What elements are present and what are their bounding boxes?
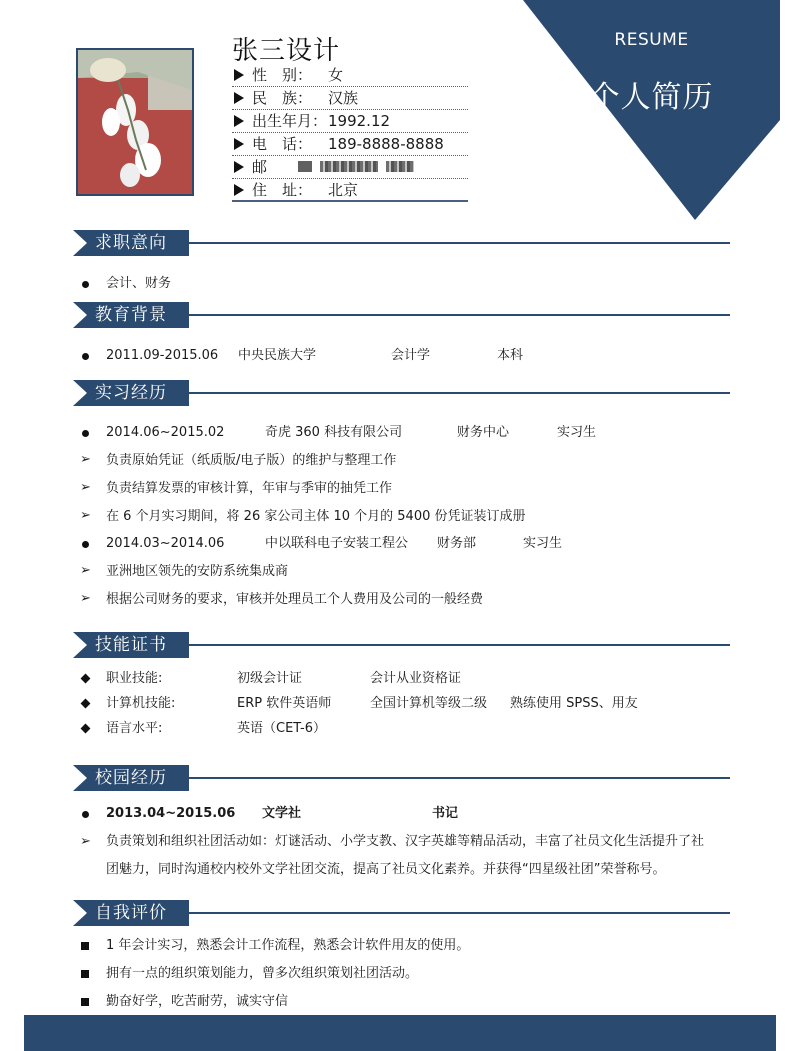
resume-chinese-label: 个人简历: [589, 80, 714, 115]
info-row-address: [232, 179, 468, 202]
task-text: 负责原始凭证（纸质版/电子版）的维护与整理工作: [106, 453, 397, 468]
square-bullet-icon: [81, 998, 89, 1006]
personal-info-table: [232, 64, 468, 202]
info-row-ethnicity: [232, 87, 468, 110]
campus-role: 书记: [432, 806, 459, 821]
skill-item: 会计从业资格证: [370, 671, 462, 686]
square-bullet-icon: [81, 942, 89, 950]
resume-corner-banner: [523, 0, 780, 220]
info-value: 汉族: [328, 89, 359, 107]
diamond-bullet-icon: [81, 699, 91, 709]
square-bullet-icon: [81, 970, 89, 978]
job-company: 奇虎 360 科技有限公司: [265, 425, 403, 440]
info-value: 1992.12: [328, 112, 391, 130]
section-title: 教育背景: [95, 305, 167, 325]
campus-description: [106, 828, 726, 884]
job-role: 实习生: [523, 536, 563, 551]
job-period: 2014.06~2015.02: [106, 425, 225, 440]
skill-item: 英语（CET-6）: [237, 721, 327, 736]
self-eval-text: 拥有一点的组织策划能力，曾多次组织策划社团活动。: [106, 966, 419, 981]
info-key: 性 别：: [252, 66, 313, 84]
skill-item: 全国计算机等级二级: [370, 696, 488, 711]
education-degree: 本科: [497, 348, 524, 363]
section-rule: [189, 314, 730, 316]
section-rule: [189, 392, 730, 394]
job-dept: 财务中心: [457, 425, 510, 440]
triangle-bullet-icon: [234, 138, 244, 150]
dot-bullet-icon: [82, 541, 89, 548]
chevron-right-icon: ➢: [80, 591, 91, 606]
footer-bar: [24, 1015, 776, 1051]
skill-item: 熟练使用 SPSS、用友: [510, 696, 638, 711]
campus-desc-line: 团魅力，同时沟通校内校外文学社团交流，提高了社员文化素养。并获得“四星级社团”荣誉称号。: [106, 862, 666, 877]
diamond-bullet-icon: [81, 724, 91, 734]
self-eval-text: 勤奋好学，吃苦耐劳，诚实守信: [106, 994, 289, 1009]
task-text: 负责结算发票的审核计算，年审与季审的抽凭工作: [106, 481, 393, 496]
triangle-bullet-icon: [234, 69, 244, 81]
info-row-phone: [232, 133, 468, 156]
info-value: 189-8888-8888: [328, 135, 444, 153]
info-key: 电 话：: [252, 135, 313, 153]
self-eval-text: 1 年会计实习，熟悉会计工作流程，熟悉会计软件用友的使用。: [106, 938, 470, 953]
section-header-intent: [73, 230, 730, 256]
triangle-bullet-icon: [234, 92, 244, 104]
triangle-bullet-icon: [234, 115, 244, 127]
section-title: 校园经历: [95, 768, 167, 788]
section-title: 技能证书: [95, 635, 167, 655]
chevron-right-icon: ➢: [80, 508, 91, 523]
job-dept: 财务部: [437, 536, 477, 551]
dot-bullet-icon: [82, 353, 89, 360]
job-role: 实习生: [557, 425, 597, 440]
chevron-right-icon: ➢: [80, 563, 91, 578]
skill-item: ERP 软件英语师: [237, 696, 332, 711]
task-text: 根据公司财务的要求，审核并处理员工个人费用及公司的一般经费: [106, 592, 484, 607]
section-header-campus: [73, 765, 730, 791]
info-key: 出生年月：: [252, 112, 328, 130]
task-text: 在 6 个月实习期间，将 26 家公司主体 10 个月的 5400 份凭证装订成册: [106, 509, 526, 524]
education-period: 2011.09-2015.06: [106, 348, 219, 363]
section-header-internship: [73, 380, 730, 406]
skill-label: 语言水平:: [106, 721, 163, 736]
triangle-bullet-icon: [234, 184, 244, 196]
campus-org: 文学社: [262, 806, 302, 821]
info-value: 女: [328, 66, 344, 84]
info-row-birth: [232, 110, 468, 133]
education-major: 会计学: [391, 348, 431, 363]
section-header-education: [73, 302, 730, 328]
dot-bullet-icon: [82, 430, 89, 437]
info-row-email: [232, 156, 468, 179]
intent-text: 会计、财务: [106, 276, 172, 291]
candidate-name: 张三设计: [232, 36, 341, 66]
chevron-right-icon: ➢: [80, 834, 91, 849]
skill-item: 初级会计证: [237, 671, 303, 686]
campus-period: 2013.04~2015.06: [106, 806, 236, 821]
info-key: 邮: [252, 158, 268, 176]
section-title: 实习经历: [95, 383, 167, 403]
chevron-right-icon: ➢: [80, 480, 91, 495]
diamond-bullet-icon: [81, 674, 91, 684]
education-school: 中央民族大学: [238, 348, 317, 363]
section-title: 自我评价: [95, 903, 167, 923]
section-rule: [189, 242, 730, 244]
skill-label: 职业技能:: [106, 671, 163, 686]
skill-label: 计算机技能:: [106, 696, 176, 711]
triangle-bullet-icon: [234, 161, 244, 173]
section-rule: [189, 777, 730, 779]
section-rule: [189, 912, 730, 914]
resume-english-label: RESUME: [614, 30, 689, 50]
campus-desc-line: 负责策划和组织社团活动如：灯谜活动、小学支教、汉字英雄等精品活动，丰富了社员文化生活提升了社: [106, 834, 705, 849]
email-redacted: [298, 161, 414, 172]
chevron-right-icon: ➢: [80, 452, 91, 467]
section-header-self: [73, 900, 730, 926]
info-key: 民 族：: [252, 89, 313, 107]
section-header-skills: [73, 632, 730, 658]
task-text: 亚洲地区领先的安防系统集成商: [106, 564, 289, 579]
profile-photo: [76, 48, 194, 196]
dot-bullet-icon: [82, 281, 89, 288]
info-row-gender: [232, 64, 468, 87]
dot-bullet-icon: [82, 811, 89, 818]
info-value: 北京: [328, 181, 359, 199]
info-key: 住 址：: [252, 181, 313, 199]
job-period: 2014.03~2014.06: [106, 536, 225, 551]
section-title: 求职意向: [95, 233, 167, 253]
job-company: 中以联科电子安装工程公: [265, 536, 409, 551]
section-rule: [189, 644, 730, 646]
